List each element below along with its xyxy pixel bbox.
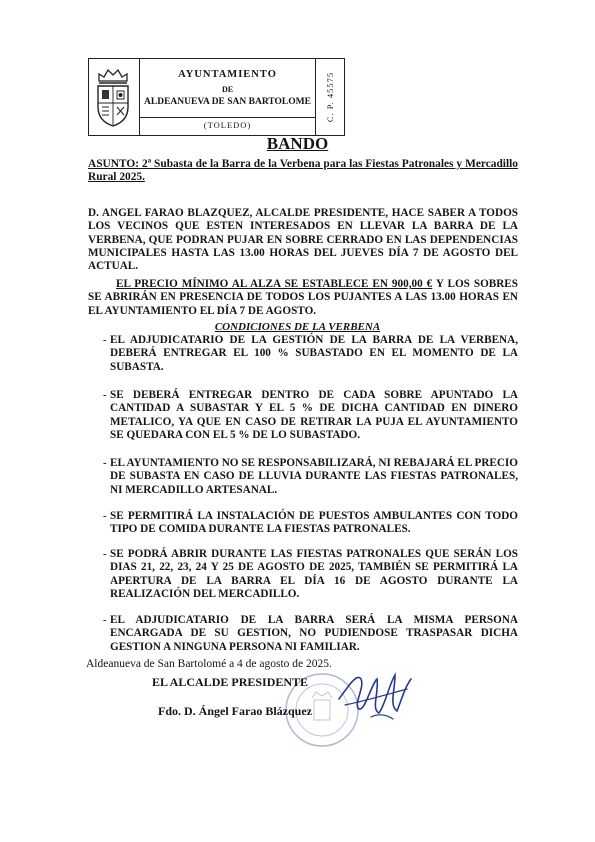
list-item: SE PERMITIRÁ LA INSTALACIÓN DE PUESTOS AMBULANTES CON TODO TIPO DE COMIDA DURANTE LA FIESTAS PATRONALES. [110,510,518,536]
list-item: EL ADJUDICATARIO DE LA BARRA SERÁ LA MISMA PERSONA ENCARGADA DE SU GESTION, NO PUDIENDOSE TRASPASAR DICHA GESTION A NINGUNA PERSONA NI FAMILIAR. [110,614,518,653]
postcode [316,59,344,135]
announcement-paragraph: D. ANGEL FARAO BLAZQUEZ, ALCALDE PRESIDENTE, HACE SABER A TODOS LOS VECINOS QUE ESTEN INTERESADOS EN LLEVAR LA BARRA DE LA VERBENA, QUE PODRAN PUJAR EN SOBRE CERRADO EN LAS DEPENDENCIAS MUNICIPALES HASTA LAS 13.00 HORAS DEL JUEVES DÍA 7 DE AGOSTO DEL ACTUAL. [88,207,518,273]
org-name-line3: ALDEANUEVA DE SAN BARTOLOME [144,97,311,107]
org-name-line2: DE [221,85,234,94]
conditions-heading: CONDICIONES DE LA VERBENA [214,321,381,333]
list-item: SE DEBERÁ ENTREGAR DENTRO DE CADA SOBRE APUNTADO LA CANTIDAD A SUBASTAR Y EL 5 % DE DICHA CANTIDAD EN DINERO METALICO, YA QUE EN CASO DE RETIRAR LA PUJA EL AYUNTAMIENTO SE QUEDARA CON EL 5 % DE LO SUBASTADO. [110,389,518,441]
mayor-title: EL ALCALDE PRESIDENTE [152,675,309,689]
place-and-date: Aldeanueva de San Bartolomé a 4 de agosto de 2025. [86,658,332,670]
org-province: (TOLEDO) [203,120,252,130]
list-bullet: - [103,510,107,522]
page-title: BANDO [266,134,329,153]
minimum-price-paragraph [88,278,518,318]
postcode-text: C. P. 45575 [325,71,335,123]
header-divider [140,117,315,118]
list-bullet: - [103,548,107,560]
minimum-price-highlight: EL PRECIO MÍNIMO AL ALZA SE ESTABLECE EN 900,00 € [116,278,433,290]
org-name-line1: AYUNTAMIENTO [178,69,277,80]
list-item: EL ADJUDICATARIO DE LA GESTIÓN DE LA BARRA DE LA VERBENA, DEBERÁ ENTREGAR EL 100 % SUBASTADO EN EL MOMENTO DE LA SUBASTA. [110,334,518,373]
letterhead-box [88,58,345,136]
minimum-price-rest: Y LOS SOBRES SE ABRIRÁN EN PRESENCIA DE TODOS LOS PUJANTES A LAS 13.00 HORAS EN EL AYUNTAMIENTO EL DÍA 7 DE AGOSTO. [88,278,518,317]
list-bullet: - [103,334,107,346]
list-bullet: - [103,614,107,626]
signature-icon [335,665,415,725]
list-item: EL AYUNTAMIENTO NO SE RESPONSABILIZARÁ, NI REBAJARÁ EL PRECIO DE SUBASTA EN CASO DE LLUVIA DURANTE LAS FIESTAS PATRONALES, NI MERCADILLO ARTESANAL. [110,457,518,496]
list-bullet: - [103,457,107,469]
subject-line: ASUNTO: 2ª Subasta de la Barra de la Verbena para las Fiestas Patronales y Mercadillo Rural 2025. [88,158,518,183]
list-bullet: - [103,389,107,401]
coat-of-arms-icon [93,65,133,129]
list-item: SE PODRÁ ABRIR DURANTE LAS FIESTAS PATRONALES QUE SERÁN LOS DIAS 21, 22, 23, 24 Y 25 DE AGOSTO DE 2025, TAMBIÉN SE PERMITIRÁ LA APERTURA DE LA BARRA EL DÍA 16 DE AGOSTO DURANTE LA REALIZACIÓN DEL MERCADILLO. [110,548,518,600]
signed-by: Fdo. D. Ángel Farao Blázquez [158,704,312,718]
